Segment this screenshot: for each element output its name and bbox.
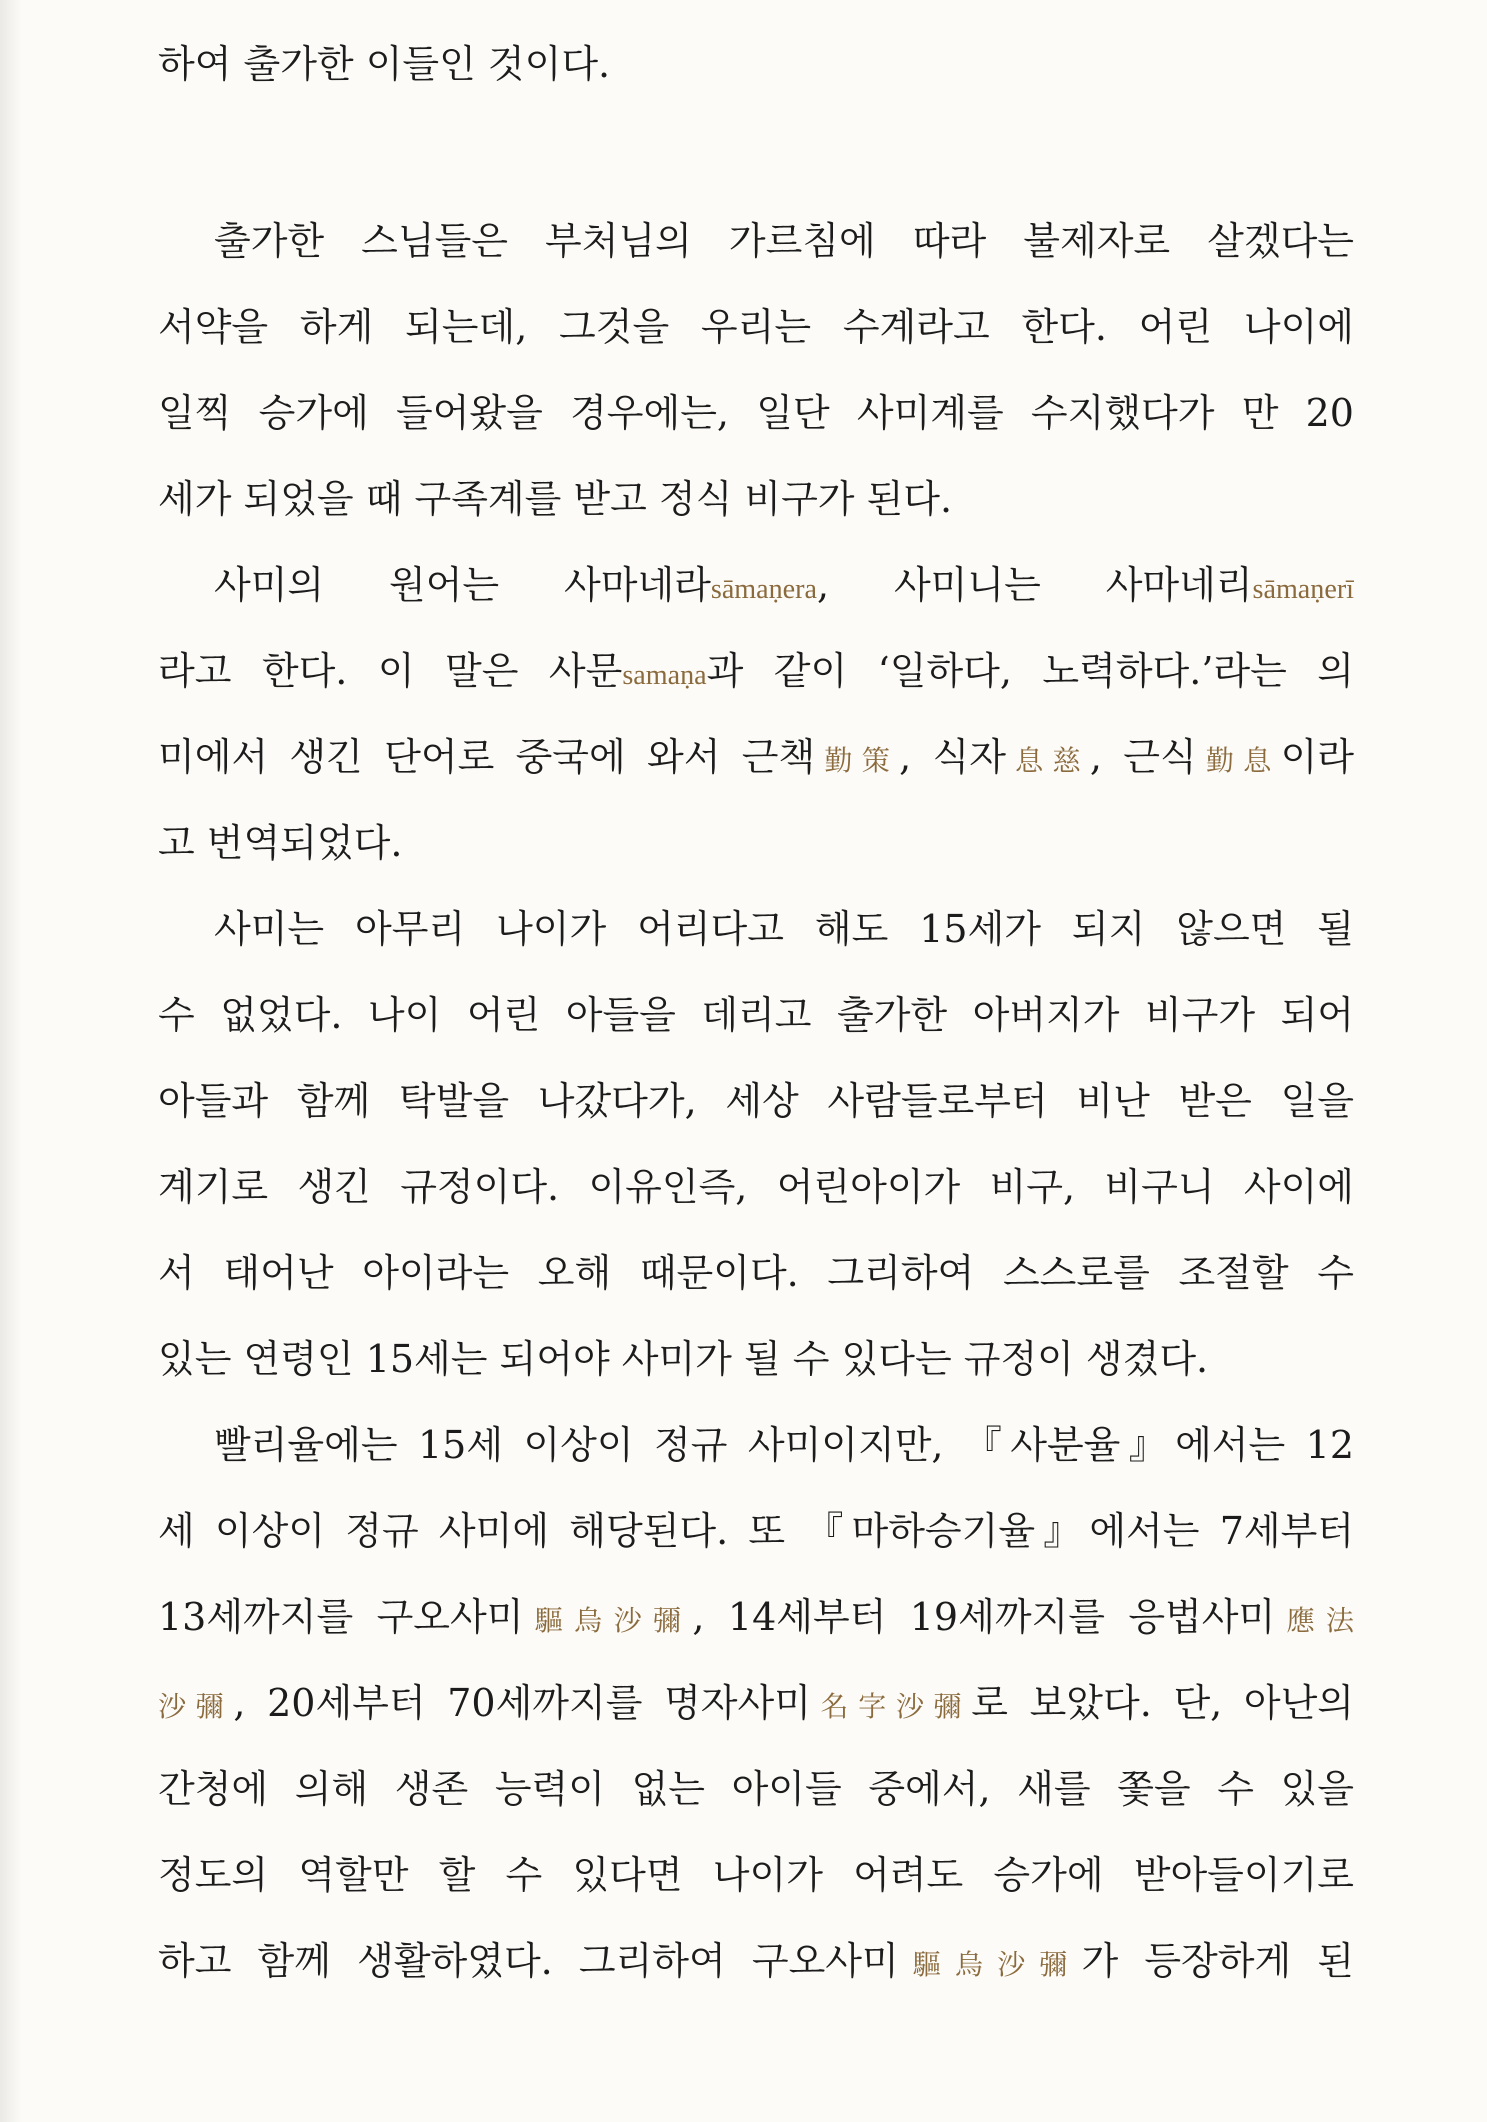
text-line [158,1230,1354,1316]
text-segment: 세 이상이 정규 사미에 해당된다. 또 『마하승기율』에서는 7세부터 [158,1509,1354,1553]
text-line [158,1402,1354,1488]
text-segment: 세가 되었을 때 구족계를 받고 정식 비구가 된다. [158,477,953,521]
annotation-gloss: 名字沙彌 [810,1692,972,1723]
text-line [158,1144,1354,1230]
annotation-gloss: samaṇa [622,660,707,691]
annotation-gloss: 驅烏沙彌 [898,1950,1082,1981]
text-line [158,198,1354,284]
text-segment: , 20세부터 70세까지를 명자사미 [233,1681,811,1725]
text-line [158,1316,1354,1402]
text-line [158,628,1354,714]
text-segment: 사미는 아무리 나이가 어리다고 해도 15세가 되지 않으면 될 [214,907,1354,951]
text-line [158,1746,1354,1832]
paragraph [158,1402,1354,2004]
text-line [158,886,1354,972]
text-segment: 아들과 함께 탁발을 나갔다가, 세상 사람들로부터 비난 받은 일을 [158,1079,1354,1123]
annotation-gloss: 應法 [1275,1606,1354,1637]
text-segment: 빨리율에는 15세 이상이 정규 사미이지만, 『사분율』에서는 12 [214,1423,1354,1467]
text-line [158,1918,1354,2004]
text-line [158,1488,1354,1574]
body-text [158,21,1354,2004]
text-segment: 로 보았다. 단, 아난의 [971,1681,1354,1725]
text-segment: , 식자 [899,735,1006,779]
text-segment: 고 번역되었다. [158,821,403,865]
text-segment: 라고 한다. 이 말은 사문 [158,649,623,693]
text-segment: 하여 출가한 이들인 것이다. [158,42,611,86]
text-segment: 정도의 역할만 할 수 있다면 나이가 어려도 승가에 받아들이기로 [158,1853,1354,1897]
text-line [158,1832,1354,1918]
text-segment: 출가한 스님들은 부처님의 가르침에 따라 불제자로 살겠다는 [214,219,1354,263]
text-segment: 사미의 원어는 사마네라 [214,563,711,607]
text-segment: 간청에 의해 생존 능력이 없는 아이들 중에서, 새를 쫓을 수 있을 [158,1767,1354,1811]
text-line [158,284,1354,370]
text-segment: 13세까지를 구오사미 [158,1595,524,1639]
text-segment: 일찍 승가에 들어왔을 경우에는, 일단 사미계를 수지했다가 만 20 [158,391,1354,435]
annotation-gloss: 息慈 [1005,746,1090,777]
text-segment: 서약을 하게 되는데, 그것을 우리는 수계라고 한다. 어린 나이에 [158,305,1354,349]
paragraph [158,198,1354,542]
text-segment: 수 없었다. 나이 어린 아들을 데리고 출가한 아버지가 비구가 되어 [158,993,1354,1037]
paragraph [158,21,1354,107]
text-line [158,714,1354,800]
text-segment: 하고 함께 생활하였다. 그리하여 구오사미 [158,1939,899,1983]
text-line [158,370,1354,456]
paragraph [158,542,1354,886]
annotation-gloss: sāmaṇera [710,574,817,605]
text-segment: , 사미니는 사마네리 [817,563,1253,607]
text-segment: , 근식 [1089,735,1197,779]
text-line [158,542,1354,628]
annotation-gloss: 勤策 [815,746,900,777]
text-segment: 미에서 생긴 단어로 중국에 와서 근책 [158,735,816,779]
annotation-gloss: sāmaṇerī [1252,574,1354,605]
text-segment: 과 같이 ‘일하다, 노력하다.’라는 의 [706,649,1354,693]
text-line [158,21,1354,107]
text-line [158,456,1354,542]
text-segment: 계기로 생긴 규정이다. 이유인즉, 어린아이가 비구, 비구니 사이에 [158,1165,1354,1209]
annotation-gloss: 沙彌 [158,1692,234,1723]
text-segment: 이라 [1280,735,1354,779]
text-line [158,1058,1354,1144]
text-line [158,800,1354,886]
annotation-gloss: 驅烏沙彌 [523,1606,693,1637]
text-line [158,972,1354,1058]
paragraph [158,886,1354,1402]
text-segment: , 14세부터 19세까지를 응법사미 [692,1595,1276,1639]
text-segment: 가 등장하게 된 [1081,1939,1354,1983]
text-line [158,1660,1354,1746]
text-segment: 서 태어난 아이라는 오해 때문이다. 그리하여 스스로를 조절할 수 [158,1251,1354,1295]
text-segment: 있는 연령인 15세는 되어야 사미가 될 수 있다는 규정이 생겼다. [158,1337,1209,1381]
annotation-gloss: 勤息 [1196,746,1281,777]
text-line [158,1574,1354,1660]
